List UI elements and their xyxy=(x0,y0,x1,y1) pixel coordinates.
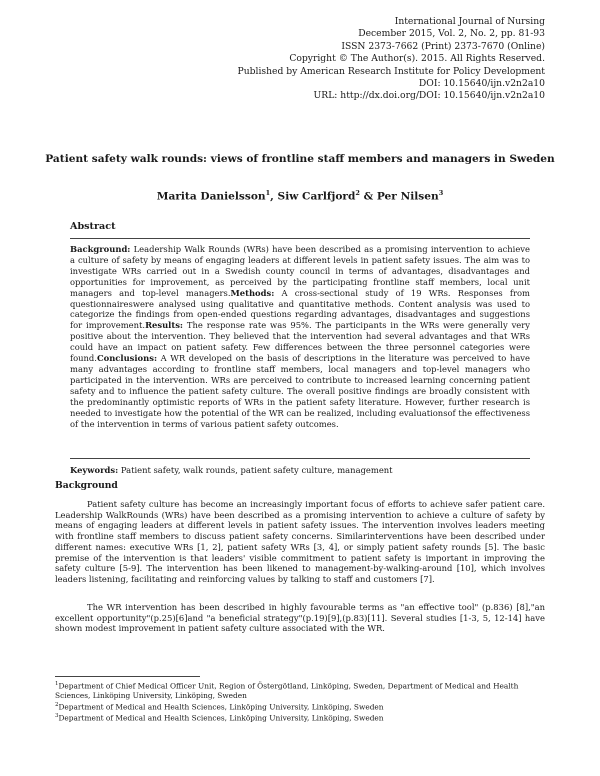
author-separator: & xyxy=(359,190,377,203)
footnote xyxy=(55,701,545,712)
abstract-top-rule xyxy=(70,238,530,239)
footnote xyxy=(55,712,545,723)
footnote-text: Department of Medical and Health Sciences, Linköping University, Linköping, Sweden xyxy=(58,702,384,712)
background-text: Leadership Walk Rounds (WRs) have been described as a promising intervention to achieve a culture of safety by means of engaging leaders at different levels in patient safety issues. The aim was to investigate WRs carried out in a Swedish county council in terms of advantages, disadvantages and opportunities for improvement, as perceived by the participating frontline staff members, local unit managers and top-level managers. xyxy=(70,244,530,298)
footnote-rule xyxy=(55,676,200,677)
keywords-label: Keywords: xyxy=(70,465,119,475)
author-affiliation-mark: 1 xyxy=(265,189,271,197)
footnote-text: Department of Medical and Health Sciences, Linköping University, Linköping, Sweden xyxy=(58,713,384,723)
abstract-heading: Abstract xyxy=(70,221,116,232)
footnote-mark: 3 xyxy=(55,712,59,719)
journal-publisher: Published by American Research Institute for Policy Development xyxy=(237,65,545,77)
journal-doi: DOI: 10.15640/ijn.v2n2a10 xyxy=(418,78,545,90)
conclusions-label: Conclusions: xyxy=(96,353,158,364)
background-heading: Background xyxy=(55,480,118,491)
footnotes xyxy=(55,680,545,723)
results-text: The response rate was 95%. The participants in the WRs were generally very positive about the intervention. They believed that the intervention had several advantages and that WRs could have an impact on patient safety. Few differences between the three personnel categories were found. xyxy=(70,320,531,364)
footnote-mark: 2 xyxy=(55,701,59,708)
results-label: Results: xyxy=(145,320,184,331)
paper-title: Patient safety walk rounds: views of frontline staff members and managers in Sweden xyxy=(45,153,555,165)
journal-issn: ISSN 2373-7662 (Print) 2373-7670 (Online) xyxy=(341,40,545,52)
journal-copyright: Copyright © The Author(s). 2015. All Rights Reserved. xyxy=(289,53,545,65)
author-list xyxy=(40,189,560,203)
author-affiliation-mark: 3 xyxy=(438,189,444,197)
author-separator: , xyxy=(270,190,278,203)
footnote-mark: 1 xyxy=(55,681,59,687)
journal-header xyxy=(238,16,545,103)
methods-label: Methods: xyxy=(230,287,275,298)
abstract-body xyxy=(70,244,530,429)
journal-url[interactable]: URL: http://dx.doi.org/DOI: 10.15640/ijn.v2n2a10 xyxy=(313,90,545,102)
methods-text: A cross-sectional study of 19 WRs. Responses from questionnaireswere analysed using qualitative and quantitative methods. Content analysis was used to categorize the findings from open-ended questions regarding advantages, disadvantages and suggestions for improvement. xyxy=(70,287,530,331)
body-paragraph: The WR intervention has been described in highly favourable terms as "an effective tool" (p.836) [8],"an excellent opportunity"(p.25)[6]and "a beneficial strategy"(p.19)[9],(p.83)[11]. Several studies [1-3, 5, 12-14] have shown modest improvement in patient safety culture associated with the WR. xyxy=(55,602,545,634)
footnote xyxy=(55,680,545,701)
author-name: Marita Danielsson xyxy=(156,190,266,203)
author-name: Siw Carlfjord xyxy=(277,190,356,203)
author-name: Per Nilsen xyxy=(376,190,439,203)
footnote-text: Department of Chief Medical Officer Unit, Region of Östergötland, Linköping, Sweden, Department of Medical and Health Sciences, Linköping University, Linköping, Sweden xyxy=(55,681,519,701)
abstract-bottom-rule xyxy=(70,458,530,459)
conclusions-text: A WR developed on the basis of descriptions in the literature was perceived to have many advantages according to frontline staff members, local managers and top-level managers who participated in the intervention. WRs are perceived to contribute to increased learning concerning patient safety and to influence the patient safety culture. The overall positive findings are broadly consistent with the predominantly optimistic reports of WRs in the patient safety literature. However, further research is needed to investigate how the potential of the WR can be realized, including evaluationsof the effectiveness of the intervention in terms of various patient safety outcomes. xyxy=(70,353,530,429)
background-label: Background: xyxy=(70,244,131,254)
journal-name: International Journal of Nursing xyxy=(394,16,545,27)
keywords-text: Patient safety, walk rounds, patient safety culture, management xyxy=(118,465,393,475)
body-paragraph: Patient safety culture has become an increasingly important focus of efforts to achieve safer patient care. Leadership WalkRounds (WRs) have been described as a promising intervention to achieve a culture of safety by means of engaging leaders at different levels in patient safety issues. The intervention involves leaders meeting with frontline staff members to discuss patient safety concerns. Similarinterventions have been described under different names: executive WRs [1, 2], patient safety WRs [3, 4], or simply patient safety rounds [5]. The basic premise of the intervention is that leaders' visible commitment to patient safety is important in improving the safety culture [5-9]. The intervention has been likened to management-by-walking-around [10], which involves leaders listening, facilitating and reinforcing values by talking to staff and customers [7]. xyxy=(55,499,545,584)
keywords xyxy=(70,465,530,475)
author-affiliation-mark: 2 xyxy=(355,189,360,197)
journal-issue: December 2015, Vol. 2, No. 2, pp. 81-93 xyxy=(358,28,545,40)
